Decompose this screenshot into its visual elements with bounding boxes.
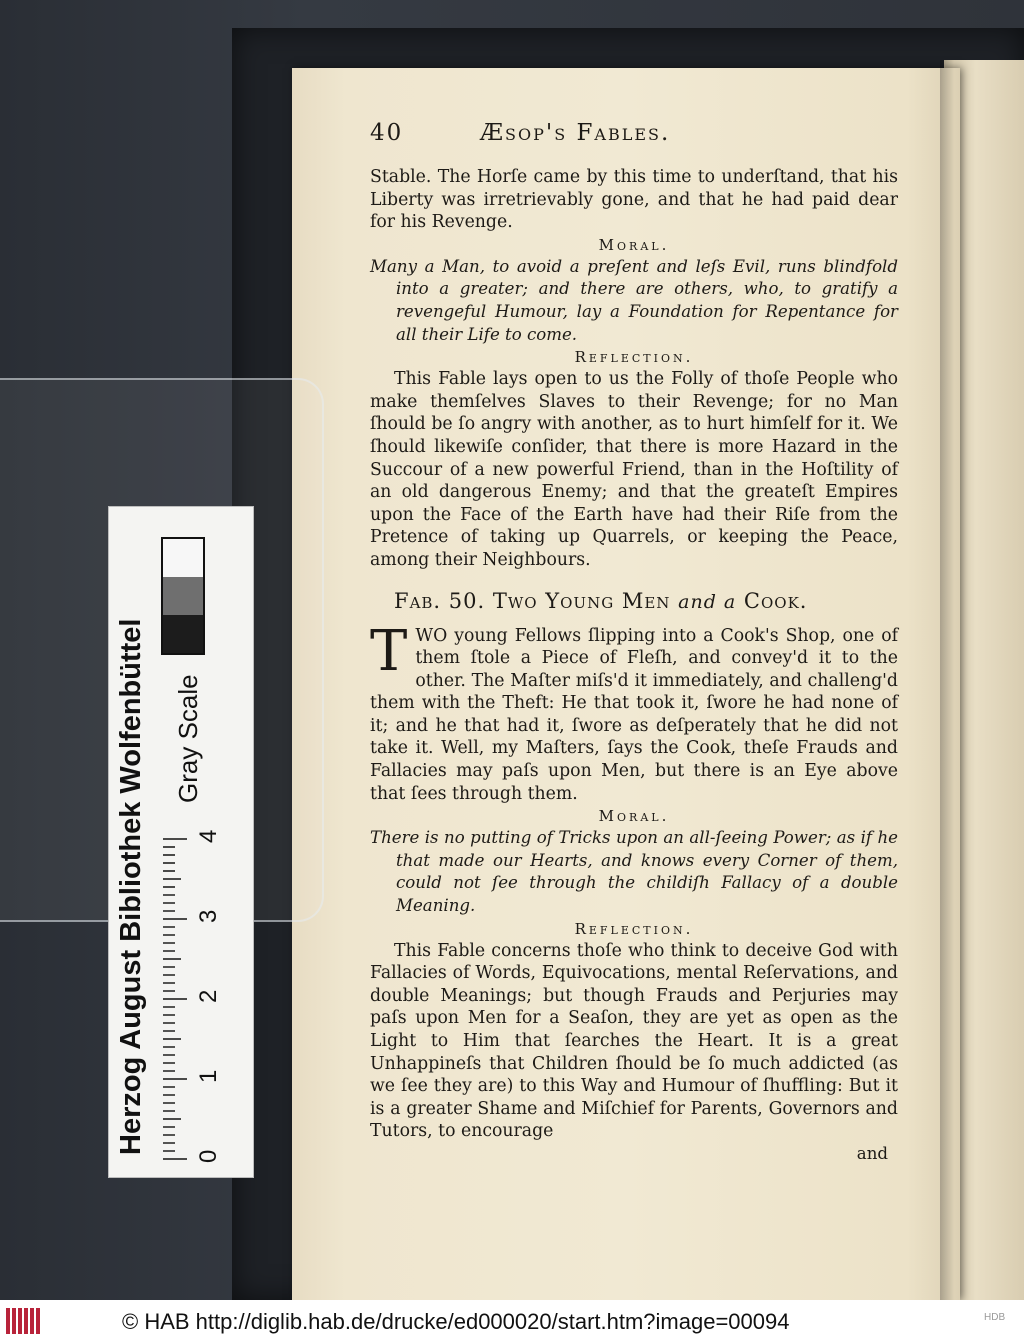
reflection-heading: Reflection.: [574, 919, 694, 938]
gray-scale-label: Gray Scale: [173, 674, 203, 803]
gray-patch-light: [163, 539, 203, 577]
institution-name: Herzog August Bibliothek Wolfenbüttel: [115, 618, 147, 1155]
ruler-number: 0: [195, 1149, 222, 1163]
scale-card-contents: [109, 507, 253, 1177]
fable-title: [394, 586, 898, 617]
fable-title-part: Cook.: [743, 588, 808, 613]
ruler-ticks: [163, 823, 187, 1163]
ruler-number: 1: [195, 1069, 222, 1083]
fable-title-part: Two Young Men: [492, 588, 671, 613]
moral-heading: Moral.: [598, 235, 670, 254]
gray-patch-mid: [163, 577, 203, 615]
reflection-text: This Fable concerns thoſe who think to deceive God with Fallacies of Words, Equivocations, mental Reſervations, and double Meanings; but though Frauds and Perjuries may paſs upon Men for a Seaſon, they are yet as open as the Light to Him that ſearches the Heart. It is a great Unhappineſs that Children ſhould be ſo much addicted (as we ſee they are) to this Way and Humour of ſhuffling: But it is a greater Shame and Miſchief for Parents, Governors and Tutors, to encourage: [370, 940, 898, 1142]
corner-mark: HDB: [984, 1312, 1006, 1323]
copyright-url: © HAB http://diglib.hab.de/drucke/ed000020/start.htm?image=00094: [122, 1309, 790, 1334]
moral-heading: Moral.: [598, 807, 670, 826]
reflection-heading: Reflection.: [574, 348, 694, 367]
running-head: [370, 120, 898, 166]
gray-scale-card: [108, 506, 254, 1178]
page-number: 40: [370, 120, 404, 146]
ruler-number: 3: [195, 909, 222, 923]
reflection-text: This Fable lays open to us the Folly of thoſe People who make themſelves Slaves to their Revenge; for no Man ſhould be ſo angry with another, as to hurt himſelf for it. We ſhould likewiſe conſider, that there is more Hazard in the Succour of a new powerful Friend, than in the Hoſtility of an old dangerous Enemy; and that the greateſt Empires upon the Face of the Earth have had their Riſe from the Pretence of taking up Quarrels, or keeping the Peace, among their Neighbours.: [370, 369, 898, 570]
fable-body: [370, 618, 898, 806]
gray-patches: [161, 537, 205, 655]
moral-text: Many a Man, to avoid a preſent and leſs Evil, runs blindfold into a greater; and there are others, who, to gratify a revengeful Humour, lay a Foundation for Repentance for all their Life to come.: [370, 256, 898, 344]
hab-logo-icon: [6, 1308, 44, 1334]
catchword: and: [856, 1143, 888, 1163]
gray-patch-dark: [163, 615, 203, 653]
fable-number: Fab. 50.: [394, 588, 486, 613]
ruler-number: 2: [195, 989, 222, 1003]
drop-cap: T: [370, 618, 408, 684]
fable-title-conjunction: and a: [678, 590, 737, 613]
page-gutter-shadow: [940, 60, 954, 1300]
running-title: Æsop's Fables.: [480, 120, 671, 146]
ruler-number: 4: [195, 829, 222, 843]
footer-bar: [0, 1300, 1024, 1344]
top-paragraph: Stable. The Horſe came by this time to underſtand, that his Liberty was irretrievably gone, and that he had paid dear for his Revenge.: [370, 167, 898, 233]
moral-text: There is no putting of Tricks upon an all-ſeeing Power; as if he that made our Hearts, and knows every Corner of them, could not ſee through the childiſh Fallacy of a double Meaning.: [370, 828, 898, 916]
fable-text: WO young Fellows ſlipping into a Cook's Shop, one of them ſtole a Piece of Fleſh, and convey'd it to the other. The Maſter miſs'd it immediately, and challeng'd them with the Theft: He that took it, ſwore he had none of it; and he that had it, ſwore as deſperately that he did not take it. Well, my Maſters, ſays the Cook, theſe Frauds and Fallacies may paſs upon Men, but there is an Eye above that ſees through them.: [370, 625, 898, 804]
page-text: [370, 120, 898, 1165]
